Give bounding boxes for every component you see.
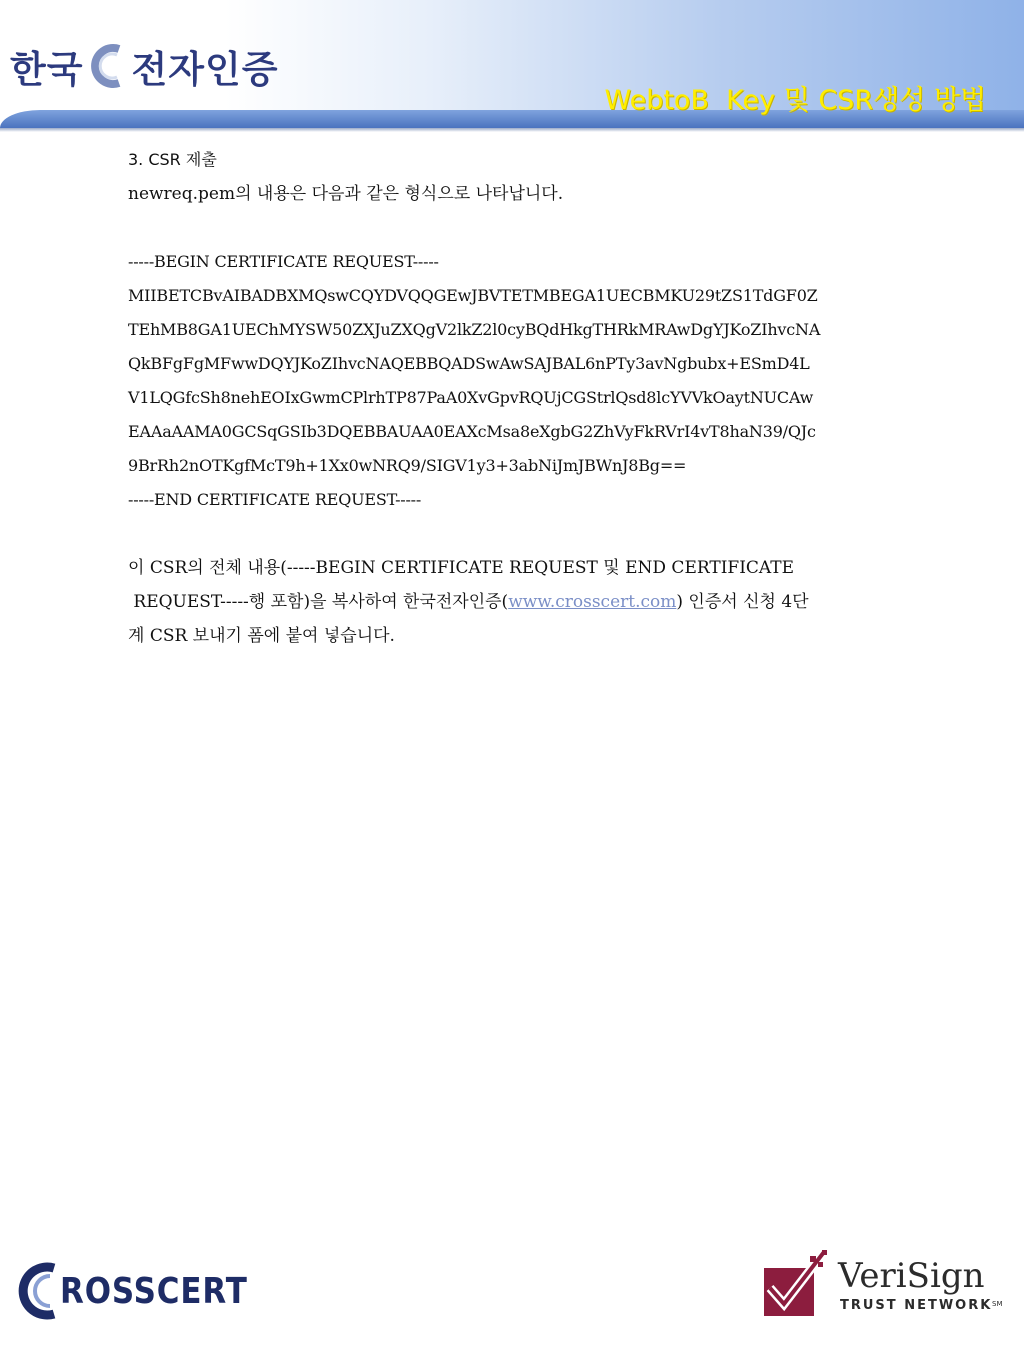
logo-text-right: 전자인증 — [131, 48, 279, 91]
csr-end-line: -----END CERTIFICATE REQUEST----- — [128, 490, 422, 509]
crosscert-c-logo-icon — [87, 43, 127, 89]
csr-data-line: 9BrRh2nOTKgfMcT9h+1Xx0wNRQ9/SIGV1y3+3abNiJmJBWnJ8Bg== — [128, 456, 687, 475]
verisign-logo — [762, 1248, 1012, 1320]
instruction-line-2 — [128, 585, 928, 619]
verisign-tagline: TRUST NETWORK — [840, 1298, 993, 1313]
crosscert-swirl-c-icon — [12, 1258, 64, 1324]
crosscert-website-link[interactable]: www.crosscert.com — [508, 592, 677, 612]
header-shadow — [0, 128, 1024, 132]
instruction-text: ) 인증서 신청 4단 — [676, 592, 809, 612]
instruction-text: REQUEST-----행 포함)을 복사하여 한국전자인증( — [128, 592, 509, 612]
intro-text: newreq.pem의 내용은 다음과 같은 형식으로 나타납니다. — [128, 184, 564, 204]
verisign-service-mark: SM — [992, 1300, 1003, 1308]
csr-data-line: QkBFgFgMFwwDQYJKoZIhvcNAQEBBQADSwAwSAJBAL6nPTy3avNgbubx+ESmD4L — [128, 354, 810, 373]
slide-header — [0, 0, 1024, 132]
verisign-name: VeriSign — [838, 1256, 985, 1296]
csr-data-line: MIIBETCBvAIBADBXMQswCQYDVQQGEwJBVTETMBEGA1UECBMKU29tZS1TdGF0Z — [128, 286, 818, 305]
csr-data-line: EAAaAAMA0GCSqGSIb3DQEBBAUAA0EAXcMsa8eXgbG2ZhVyFkRVrI4vT8haN39/QJc — [128, 422, 816, 441]
crosscert-korean-logo — [10, 42, 278, 90]
csr-begin-line: -----BEGIN CERTIFICATE REQUEST----- — [128, 252, 439, 271]
spacer — [128, 517, 928, 551]
verisign-checkmark-icon — [762, 1248, 832, 1318]
slide-content — [128, 143, 928, 653]
csr-data-line: V1LQGfcSh8nehEOIxGwmCPlrhTP87PaA0XvGpvRQUjCGStrlQsd8lcYVVkOaytNUCAw — [128, 388, 814, 407]
section-heading: 3. CSR 제출 — [128, 150, 217, 169]
spacer — [128, 211, 928, 245]
csr-block — [128, 245, 928, 517]
crosscert-logo-text: ROSSCERT — [60, 1270, 248, 1312]
slide-title: WebtoB Key 및 CSR생성 방법 — [604, 85, 986, 116]
logo-text-left: 한국 — [10, 48, 84, 91]
instruction-line-1: 이 CSR의 전체 내용(-----BEGIN CERTIFICATE REQUEST 및 END CERTIFICATE — [128, 558, 795, 578]
csr-data-line: TEhMB8GA1UEChMYSW50ZXJuZXQgV2lkZ2l0cyBQdHkgTHRkMRAwDgYJKoZIhvcNA — [128, 320, 821, 339]
crosscert-logo — [12, 1258, 278, 1324]
instruction-line-3: 계 CSR 보내기 폼에 붙여 넣습니다. — [128, 626, 395, 646]
